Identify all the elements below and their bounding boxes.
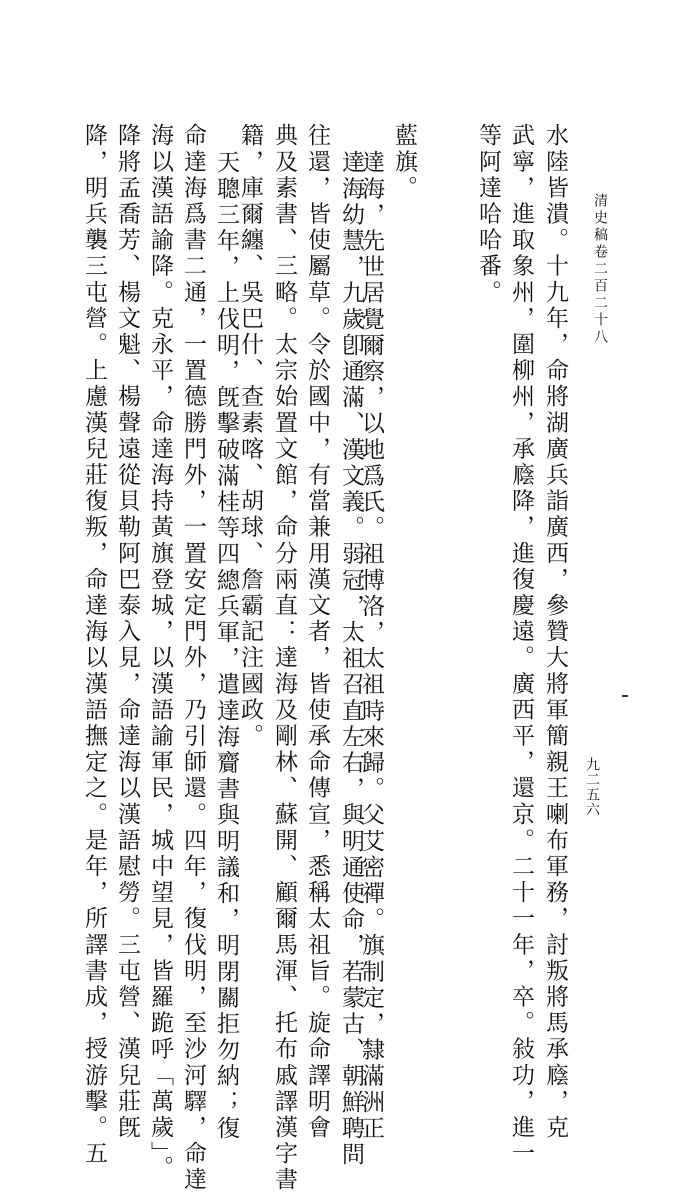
- text-column: 命達海爲書二通，一置德勝門外，一置安定門外，乃引師還。四年，復伐明，至沙河驛，命達: [180, 123, 206, 1193]
- text-column: 籍，庫爾纏、吳巴什、查素喀、胡球、詹霸記注國政。: [237, 123, 263, 750]
- text-column: 武寧，進取象州，圍柳州，承廕降，進復慶遠。廣西平，還京。二十一年，卒。敍功，進一: [508, 123, 534, 1167]
- text-column: 達海幼慧，九歲卽通滿、漢文義。弱冠，太祖召直左右，與明通使命，若蒙古、朝鮮聘問: [338, 150, 364, 1168]
- text-column: 水陸皆潰。十九年，命將湖廣兵詣廣西，參贊大將軍簡親王喇布軍務，討叛將馬承廕，克: [542, 123, 568, 1141]
- text-column: 往還，皆使屬草。令於國中，有當兼用漢文者，皆使承命傳宣，悉稱太祖旨。旋命譯明會: [304, 123, 330, 1141]
- book-title: 清史稿卷二百二十八: [592, 193, 608, 346]
- text-column: 天聰三年，上伐明，旣擊破滿桂等四總兵軍，遣達海齎書與明議和，明閉關拒勿納；復: [213, 150, 239, 1142]
- text-column: 降，明兵襲三屯營。上慮漢兒莊復叛，命達海以漢語撫定之。是年，所譯書成，授游擊。五: [81, 123, 107, 1167]
- text-column: 降將孟喬芳、楊文魁、楊聲遠從貝勒阿巴泰入見，命達海以漢語慰勞。三屯營、漢兒莊旣: [114, 123, 140, 1141]
- page-number: 九二五六: [584, 757, 600, 817]
- text-column: 達海，先世居覺爾察，以地爲氏。祖博洛，太祖時來歸。父艾密禪。旗制定，隸滿洲正: [358, 150, 384, 1142]
- text-column: 藍旗。: [391, 123, 417, 202]
- text-column: 海以漢語諭降。克永平，命達海持黃旗登城，以漢語諭軍民，城中望見，皆羅跪呼「萬歲」。: [147, 123, 173, 1182]
- text-column: 典及素書、三略。太宗始置文館，命分兩直：達海及剛林、蘇開、顧爾馬渾、托布戚譯漢字書: [271, 123, 297, 1193]
- margin-mark: [622, 695, 628, 697]
- text-column: 等阿達哈哈番。: [475, 123, 501, 306]
